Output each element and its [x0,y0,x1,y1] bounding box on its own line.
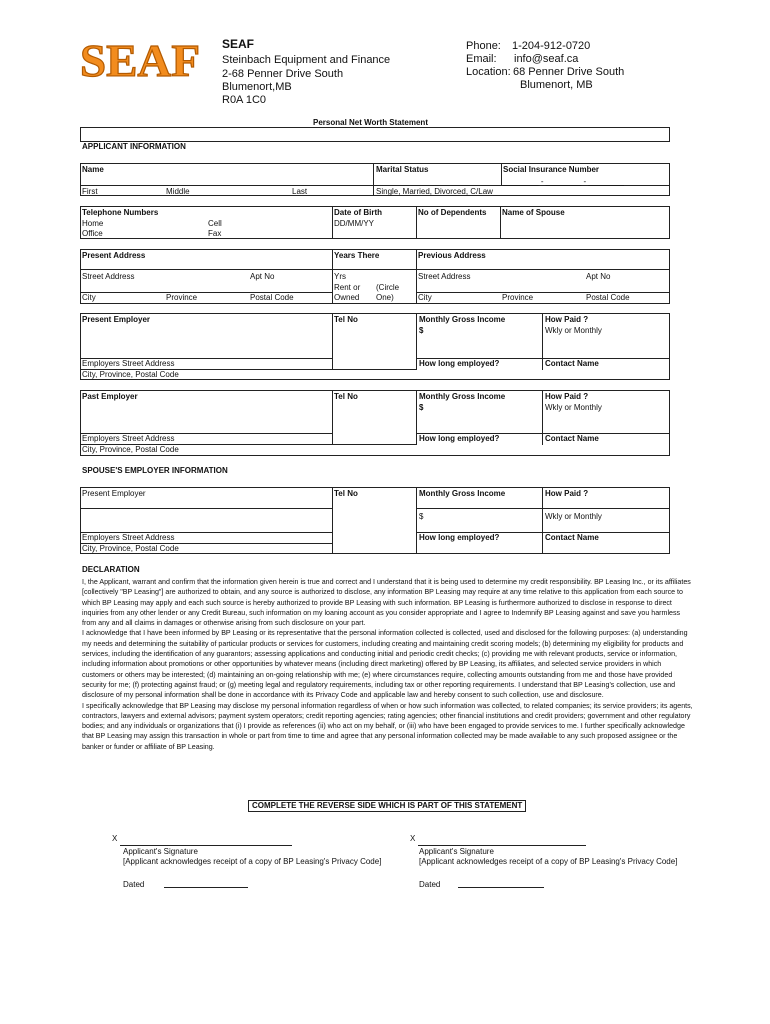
spouse-wkly-monthly[interactable]: Wkly or Monthly [545,512,602,521]
sin-field[interactable]: ________ - ________ - ________ [503,177,624,186]
present-employer-city[interactable]: City, Province, Postal Code [82,370,179,379]
signature-line-1[interactable] [120,845,292,846]
past-how-long-label: How long employed? [419,434,500,443]
last-name-field[interactable]: Last [292,187,308,196]
past-contact-label: Contact Name [545,434,599,443]
spouse-present-employer-label: Present Employer [82,489,146,498]
past-income-field[interactable]: $ [419,403,424,412]
present-how-paid-label: How Paid ? [545,315,589,324]
company-full-name: Steinbach Equipment and Finance [222,54,391,66]
signature-label-2: Applicant's Signature [419,847,494,856]
years-there-label: Years There [334,251,380,260]
title-box [80,127,670,142]
declaration-text [82,577,694,752]
signature-x-1: X [112,834,118,843]
email-label: Email: [466,53,497,65]
previous-city-field[interactable]: City [418,293,432,302]
past-employer-label: Past Employer [82,392,138,401]
postal-code-field[interactable]: Postal Code [250,293,294,302]
present-income-field[interactable]: $ [419,326,424,335]
spouse-how-long-label: How long employed? [419,533,500,542]
location-value-2: Blumenort, MB [520,79,593,91]
present-employer-tel-label: Tel No [334,315,358,324]
previous-apt-field[interactable]: Apt No [586,272,611,281]
street-address-field[interactable]: Street Address [82,272,135,281]
past-how-paid-label: How Paid ? [545,392,589,401]
present-income-label: Monthly Gross Income [419,315,506,324]
spouse-name-label: Name of Spouse [502,208,565,217]
middle-name-field[interactable]: Middle [166,187,190,196]
present-employer-street[interactable]: Employers Street Address [82,359,175,368]
telephone-label: Telephone Numbers [82,208,159,217]
spouse-tel-label: Tel No [334,489,358,498]
company-name: SEAF [222,37,255,51]
spouse-section-title: SPOUSE'S EMPLOYER INFORMATION [82,466,228,475]
spouse-employer-city[interactable]: City, Province, Postal Code [82,544,179,553]
marital-status-label: Marital Status [376,165,429,174]
dob-field[interactable]: DD/MM/YY [334,219,374,228]
past-employer-city[interactable]: City, Province, Postal Code [82,445,179,454]
spouse-contact-label: Contact Name [545,533,599,542]
yrs-field[interactable]: Yrs [334,272,346,281]
email-value: info@seaf.ca [514,53,579,65]
complete-reverse-notice: COMPLETE THE REVERSE SIDE WHICH IS PART OF THIS STATEMENT [248,800,526,812]
dated-line-2[interactable] [458,887,544,888]
office-phone-field[interactable]: Office [82,229,103,238]
spouse-income-field[interactable]: $ [419,512,424,521]
owned-label: Owned [334,293,360,302]
previous-province-field[interactable]: Province [502,293,534,302]
sin-label: Social Insurance Number [503,165,600,174]
location-label: Location: [466,66,511,78]
marital-options-field[interactable]: Single, Married, Divorced, C/Law [376,187,493,196]
cell-phone-field[interactable]: Cell [208,219,222,228]
company-address-1: 2-68 Penner Drive South [222,68,344,80]
dated-label-1: Dated [123,880,145,889]
declaration-paragraph-2: I acknowledge that I have been informed by BP Leasing or its representative that the personal information collected is collected, used and disclosed for the following purposes: (a) understanding my needs and determining the suitability of particular products or services for customers, including creating and maintaining credit scoring models; (b) determining my eligibility for products and services, including the identification of any guarantors; assessing applications and conducting initial and periodic credit checks; (c) providing me with relevant products, service or information, including information about promotions or other opportunities by whatever means (including direct marketing) offered by BP Leasing, its affiliates, and selected service providers in which customers or others may be interested; (d) maintaining an on-going relationship with me; (e) where circumstances require, collecting amounts outstanding from me and those have provided security for me; (f) protecting against fraud; or (g) meeting legal and regulatory requirements, including tax or other reporting requirements. I understand that BP Leasing's collection, use and disclosure of my personal information shall be done in accordance with its Privacy Code and applicable law and hereby consent to such collection, use and disclosure. [82,629,688,700]
location-value-1: 68 Penner Drive South [513,66,625,78]
past-income-label: Monthly Gross Income [419,392,506,401]
city-field[interactable]: City [82,293,96,302]
declaration-title: DECLARATION [82,565,140,574]
signature-x-2: X [410,834,416,843]
company-postal: R0A 1C0 [222,94,267,106]
declaration-paragraph-3: I specifically acknowledge that BP Leasing may disclose my personal information regardless of when or how such information was collected, to related companies; its service providers; its agents, contractors, lawyers and external advisors; payment system operators; credit reporting agencies; rating agencies; other financial institutions and credit providers; government and other regulatory bodies; and any individuals or organizations that (i) I provide as references (ii) who act on my behalf, or (iii) who have been engaged to provide services to me. I further specifically acknowledge that BP Leasing may assign this transaction in whole or part from time to time and agree that any personal information collected may be made available to any such proposed assignee or the banker or funder or affiliate of BP Leasing. [82,701,693,751]
signature-note-2: [Applicant acknowledges receipt of a copy of BP Leasing's Privacy Code] [419,857,678,866]
province-field[interactable]: Province [166,293,198,302]
fax-field[interactable]: Fax [208,229,222,238]
spouse-employer-street[interactable]: Employers Street Address [82,533,175,542]
past-employer-tel-label: Tel No [334,392,358,401]
previous-postal-field[interactable]: Postal Code [586,293,630,302]
present-contact-label: Contact Name [545,359,599,368]
dated-line-1[interactable] [164,887,248,888]
present-employer-label: Present Employer [82,315,151,324]
form-title: Personal Net Worth Statement [313,118,428,127]
home-phone-field[interactable]: Home [82,219,104,228]
company-address-2: Blumenort,MB [222,81,292,93]
apt-no-field[interactable]: Apt No [250,272,275,281]
previous-street-field[interactable]: Street Address [418,272,471,281]
circle-label: (Circle [376,283,400,292]
past-employer-street[interactable]: Employers Street Address [82,434,175,443]
dated-label-2: Dated [419,880,441,889]
seaf-logo [78,34,202,84]
signature-label-1: Applicant's Signature [123,847,198,856]
name-label: Name [82,165,104,174]
dependents-label: No of Dependents [418,208,487,217]
logo-text: SEAF [80,35,200,84]
past-wkly-monthly[interactable]: Wkly or Monthly [545,403,602,412]
signature-note-1: [Applicant acknowledges receipt of a copy of BP Leasing's Privacy Code] [123,857,382,866]
present-address-label: Present Address [82,251,146,260]
dob-label: Date of Birth [334,208,382,217]
declaration-paragraph-1: I, the Applicant, warrant and confirm that the information given herein is true and correct and I understand that it is being used to determine my credit responsibility. BP Leasing Inc., or its affiliates [collectively "BP Leasing"] are authorized to obtain, and any source is authorized to disclose, any information BP Leasing may require at any time relative to this application from each source to which BP Leasing may apply and each such source is hereby authorized to provide BP Leasing with such information. BP Leasing is furthermore authorized to disclose in response to direct inquiries from any other lender or any Credit Bureau, such information on my loaning account as you consider appropriate and I agree to Indemnify BP Leasing against and save you harmless from any and all claims in damages or otherwise arising from such disclosure on your part. [82,578,691,628]
signature-line-2[interactable] [418,845,586,846]
spouse-income-label: Monthly Gross Income [419,489,506,498]
first-name-field[interactable]: First [82,187,98,196]
previous-address-label: Previous Address [418,251,486,260]
rent-or-label: Rent or [334,283,361,292]
present-wkly-monthly[interactable]: Wkly or Monthly [545,326,602,335]
present-how-long-label: How long employed? [419,359,500,368]
spouse-how-paid-label: How Paid ? [545,489,589,498]
phone-value: 1-204-912-0720 [512,40,591,52]
phone-label: Phone: [466,40,501,52]
applicant-section-title: APPLICANT INFORMATION [82,142,186,151]
one-label: One) [376,293,394,302]
